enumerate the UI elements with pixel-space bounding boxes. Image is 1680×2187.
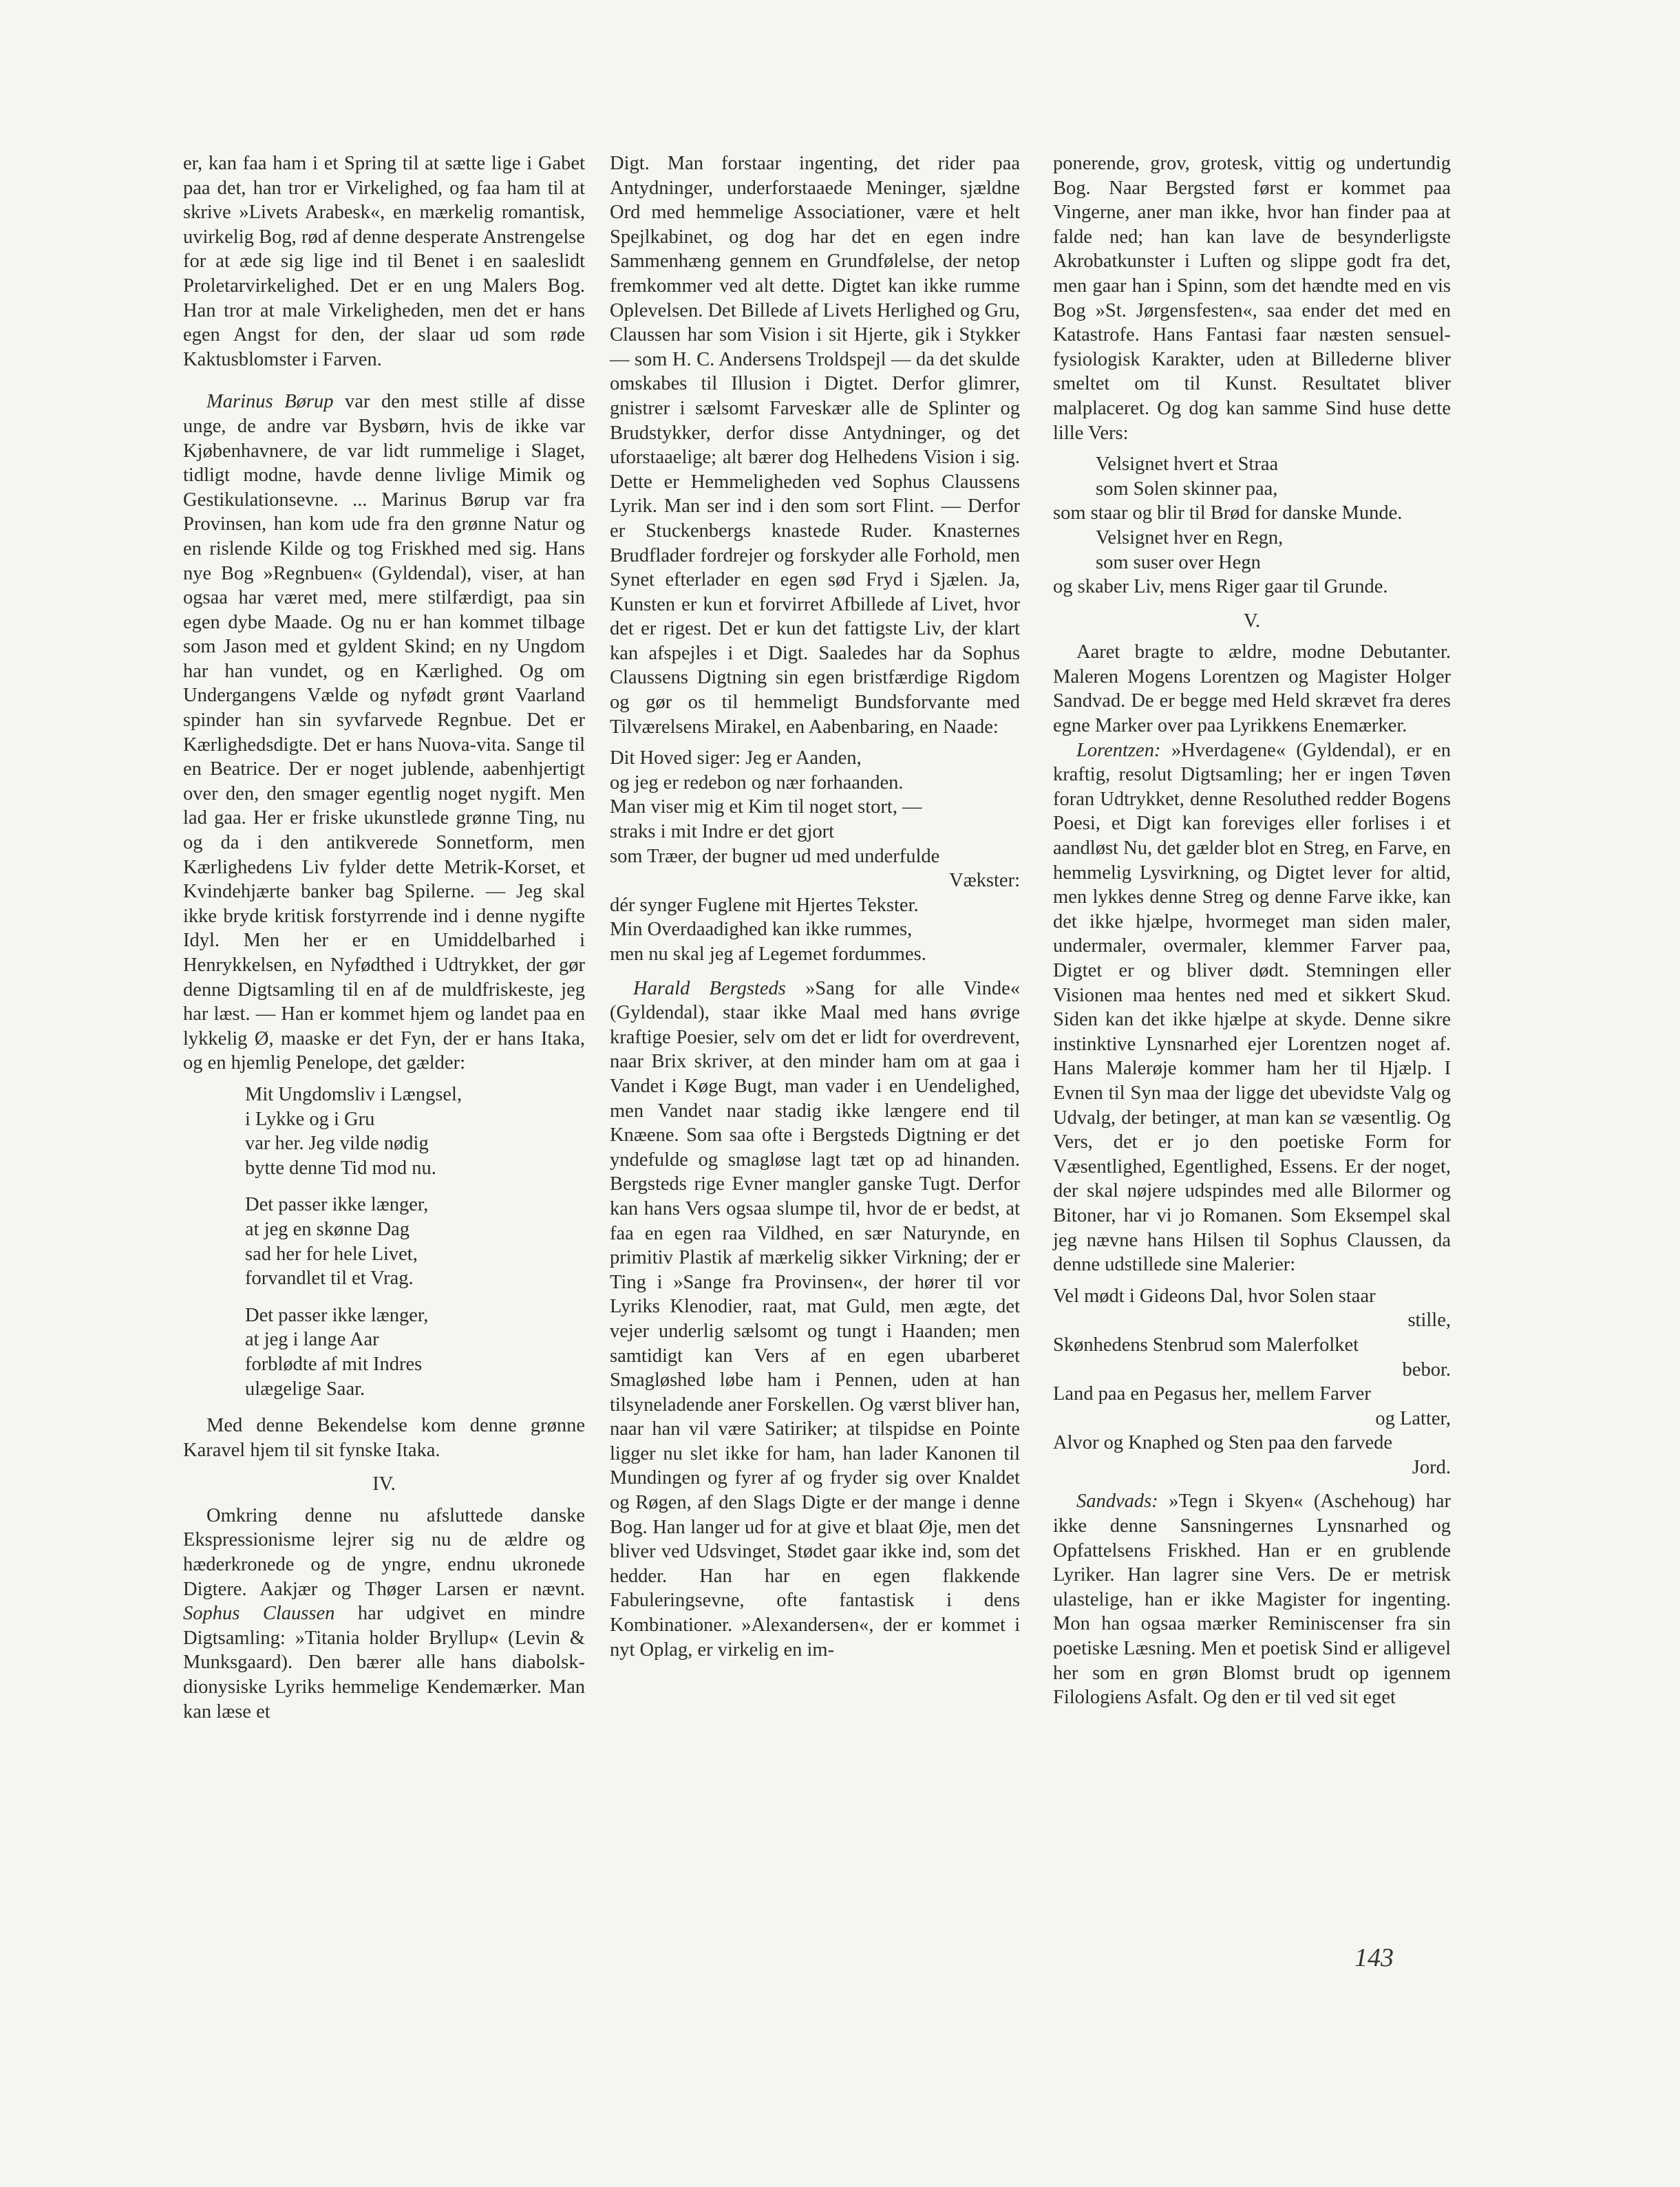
poem-line: Vel mødt i Gideons Dal, hvor Solen staar	[1053, 1285, 1376, 1307]
poem-block	[610, 746, 1020, 966]
poem-line: ulægelige Saar.	[245, 1378, 365, 1400]
poem-line: som suser over Hegn	[1096, 551, 1261, 573]
paragraph-claussen	[183, 1504, 585, 1724]
poem-line: Mit Ungdomsliv i Længsel,	[245, 1083, 462, 1105]
poem-line: bytte denne Tid mod nu.	[245, 1157, 436, 1179]
poem-line: Dit Hoved siger: Jeg er Aanden,	[610, 747, 862, 769]
poem-line: Velsignet hver en Regn,	[1096, 526, 1284, 548]
poem-line: Min Overdaadighed kan ikke rummes,	[610, 919, 913, 941]
poem-line: forvandlet til et Vrag.	[245, 1268, 414, 1290]
poem-line: Det passer ikke længer,	[245, 1304, 429, 1326]
poem-line: Det passer ikke længer,	[245, 1194, 429, 1216]
stanza	[245, 1082, 585, 1180]
paragraph-text: har udgivet en mindre Digtsamling: »Titania holder Bryllup« (Levin & Munksgaard). Den bærer alle hans diabolsk-dionysiske Lyriks hemmelige Kendemærker. Man kan læse et	[183, 1603, 585, 1722]
poem-line: straks i mit Indre er det gjort	[610, 821, 835, 843]
poem-block	[183, 1082, 585, 1401]
text-column-middle	[610, 151, 1020, 1662]
section-heading-iv: IV.	[372, 1473, 396, 1495]
poem-line: sad her for hele Livet,	[245, 1243, 418, 1265]
poem-line: dér synger Fuglene mit Hjertes Tekster.	[610, 894, 919, 916]
paragraph-sandvad	[1053, 1489, 1451, 1709]
poem-block	[1053, 1284, 1451, 1480]
paragraph-text: »Sang for alle Vinde« (Gyldendal), staar ikke Maal med hans øvrige kraftige Poesier, selv om det er lidt for overdrevent, naar Brix skriver, at den minder ham om at gaa i Vandet i Køge Bugt, man vader i en Uendelighed, men Vandet naar stadig ikke længere end til Knæene. Som saa ofte i Bergsteds Digtning er det yndefulde og smagløse lagt tæt op ad hinanden. Bergsteds rige Evner mangler ganske Tugt. Derfor kan hans Vers ogsaa slumpe til, hvor de er bedst, at faa en egen raa Vildhed, en sær Naturynde, en primitiv Plastik af mærkelig sikker Virkning; der er Ting i »Sange fra Provinsen«, der hører til vor Lyriks Klenodier, raat, mat Guld, men ægte, det vejer underlig sælsomt og tungt i Haanden; men samtidigt kan Vers af en egen ubarberet Smagløshed løbe ham i Pennen, uden at han tilsyneladende aner Forskellen. Og værst bliver han, naar han vil være Satiriker; at tilspidse en Pointe ligger nu slet ikke for ham, han lader Kanonen til Mundingen og fyrer af og fryder sig over Knaldet og Røgen, af den Slags Digte er der mange i denne Bog. Han langer ud for at give et blaat Øje, men det bliver ved Udsvinget, Stødet gaar ikke ind, som det hedder. Han har en egen flakkende Fabuleringsevne, ofte fantastisk i dens Kombinationer. »Alexandersen«, der er kommet i nyt Oplag, er virkelig en im-	[610, 977, 1020, 1661]
poem-line: som Solen skinner paa,	[1096, 478, 1278, 500]
author-name: Marinus Børup	[206, 391, 334, 413]
poem-line-continuation: Vækster:	[949, 870, 1020, 892]
text-column-left	[183, 151, 585, 1724]
poem-line-continuation: Jord.	[1412, 1456, 1451, 1478]
poem-line: og jeg er redebon og nær forhaanden.	[610, 771, 904, 793]
paragraph-text: væsentlig. Og Vers, det er jo den poetiske Form for Væsentlighed, Egentlighed, Essens. Er der noget, der skal nøjere udspindes med alle Bilormer og Bitoner, har vi jo Romanen. Som Eksempel skal jeg nævne hans Hilsen til Sophus Claussen, da denne udstillede sine Malerier:	[1053, 1107, 1452, 1276]
poem-line: og skaber Liv, mens Riger gaar til Grunde.	[1053, 576, 1388, 598]
paragraph-borup	[183, 390, 585, 1076]
section-heading-v: V.	[1243, 610, 1261, 632]
poem-line-continuation: stille,	[1407, 1310, 1451, 1332]
poem-line: Velsignet hvert et Straa	[1096, 454, 1279, 476]
paragraph: ponerende, grov, grotesk, vittig og undertundig Bog. Naar Bergsted først er kommet paa Vingerne, aner man ikke, hvor han finder paa at falde ned; han kan lave de besynderligste Akrobatkunster i Luften og slippe godt fra det, men gaar han i Spinn, som det hændte med en vis Bog »St. Jørgensfesten«, saa ender det med en Katastrofe. Hans Fantasi faar næsten sensuel-fysiologisk Karakter, uden at Billederne bliver smeltet om til Kunst. Resultatet bliver malplaceret. Og dog kan samme Sind huse dette lille Vers:	[1053, 153, 1451, 444]
poem-line: men nu skal jeg af Legemet fordummes.	[610, 943, 926, 965]
paragraph-lorentzen	[1053, 738, 1451, 1277]
poem-line: som Træer, der bugner ud med underfulde	[610, 845, 940, 867]
poem-line: var her. Jeg vilde nødig	[245, 1133, 429, 1155]
paragraph-text: Omkring denne nu afsluttede danske Ekspressionisme lejrer sig nu de ældre og hæderkronede og de yngre, endnu ukronede Digtere. Aakjær og Thøger Larsen er nævnt.	[183, 1504, 585, 1600]
poem-line-continuation: og Latter,	[1375, 1407, 1451, 1429]
poem-line: at jeg en skønne Dag	[245, 1218, 410, 1240]
poem-line: Alvor og Knaphed og Sten paa den farvede	[1053, 1432, 1393, 1454]
poem-line: som staar og blir til Brød for danske Munde.	[1053, 502, 1403, 524]
poem-line: Man viser mig et Kim til noget stort, —	[610, 796, 922, 818]
author-name: Sophus Claussen	[183, 1603, 335, 1625]
poem-line: forblødte af mit Indres	[245, 1353, 423, 1375]
author-name: Harald Bergsteds	[633, 977, 786, 999]
paragraph-text: var den mest stille af disse unge, de andre var Bysbørn, hvis de ikke var Kjøbenhavnere, de var lidt rummelige i Slaget, tidligt modne, havde denne livlige Mimik og Gestikulationsevne. ... Marinus Børup var fra Provinsen, han kom ude fra den grønne Natur og en rislende Kilde og tog Friskhed med sig. Hans nye Bog »Regnbuen« (Gyldendal), viser, at han ogsaa har været med, mere stilfærdigt, paa sin egen dybe Maade. Og nu er han kommet tilbage som Jason med et gyldent Skind; en ny Ungdom har han vundet, og en Kærlighed. Og om Undergangens Vælde og nyfødt grønt Vaarland spinder han sin syvfarvede Regnbue. Det er Kærlighedsdigte. Det er hans Nuova-vita. Sange til en Beatrice. Der er noget jublende, aabenhjertigt over den, den smager egentlig noget nygift. Men lad gaa. Her er friske ukunstlede grønne Ting, nu og da i den antikverede Sonnetform, men Kærlighedens Liv fylder dette Metrik-Korset, et Kvindehjærte banker bag Spilerne. — Jeg skal ikke bryde kritisk forstyrrende ind i denne nygifte Idyl. Men her er en Umiddelbarhed i Henrykkelsen, en Nyfødthed i Udtrykket, der gør denne Digtsamling til en af de muldfriskeste, jeg har læst. — Han er kommet hjem og landet paa en lykkelig Ø, maaske er det Fyn, der er hans Itaka, og en hjemlig Penelope, det gælder:	[183, 391, 586, 1074]
author-name: Sandvads:	[1076, 1491, 1158, 1513]
stanza	[245, 1193, 585, 1290]
poem-block	[1053, 452, 1451, 599]
page-number: 143	[1354, 1943, 1394, 1972]
stanza	[245, 1303, 585, 1401]
paragraph-text: »Tegn i Skyen« (Aschehoug) har ikke denne Sansningernes Lynsnarhed og Opfattelsens Friskhed. Han er en grublende Lyriker. Han lagrer sine Vers. De er metrisk ulastelige, han er ikke Magister for ingenting. Mon han ogsaa mærker Reminiscenser fra sin poetiske Læsning. Men et poetisk Sind er alligevel her som en grøn Blomst brudt op igennem Filologiens Asfalt. Og den er til ved sit eget	[1053, 1491, 1451, 1709]
paragraph-bergsted	[610, 977, 1020, 1663]
poem-line: i Lykke og i Gru	[245, 1108, 375, 1130]
text-column-right	[1053, 151, 1451, 1710]
paragraph: Digt. Man forstaar ingenting, det rider paa Antydninger, underforstaaede Meninger, sjældne Ord med hemmelige Associationer, være et helt Spejlkabinet, og dog har det en egen indre Sammenhæng gennem en Grundfølelse, der netop fremkommer ved alt dette. Digtet kan ikke rumme Oplevelsen. Det Billede af Livets Herlighed og Gru, Claussen har som Vision i sit Hjerte, gik i Stykker — som H. C. Andersens Troldspejl — da det skulde omskabes til Illusion i Digtet. Derfor glimrer, gnistrer i sælsomt Farveskær alle de Splinter og Brudstykker, derfor disse Antydninger, og det uforstaaelige; alt bærer dog Helhedens Vision i sig. Dette er Hemmeligheden ved Sophus Claussens Lyrik. Man ser ind i den som sort Flint. — Derfor er Stuckenbergs knastede Ruder. Knasternes Brudflader fordrejer og forskyder alle Forhold, men Synet efterlader en egen sød Fryd i Sjælen. Ja, Kunsten er kun et forvirret Afbillede af Livet, hvor det er rigest. Det er kun det fattigste Liv, der klart kan afspejles i et Digt. Saaledes har da Sophus Claussens Digtning sin egen bristfærdige Rigdom og gør os til hemmeligt Bundsforvante med Tilværelsens Mirakel, en Aabenbaring, en Naade:	[610, 153, 1020, 738]
paragraph-text: »Hverdagene« (Gyldendal), er en kraftig, resolut Digtsamling; her er ingen Tøven foran Udtrykket, denne Resoluthed redder Bogens Poesi, et Digt kan foreviges eller forlises i et aandløst Nu, det gælder blot en Streg, en Farve, en hemmelig Lysvirkning, og Digtet lever for altid, men lykkes denne Streg og denne Farve ikke, kan det ikke hjælpe, hvormeget man siden maler, undermaler, overmaler, klemmer Farver paa, Digtet er og bliver dødt. Stemningen eller Visionen maa hentes ned med et sikkert Skud. Siden kan det ikke hjælpe at skyde. Denne sikre instinktive Lynsnarhed ejer Lorentzen noget af. Hans Malerøje kommer ham her til Hjælp. I Evnen til Syn maa der ligge det ubevidste Valg og Udvalg, der betinger, at man kan	[1053, 739, 1451, 1129]
emphasis: se	[1319, 1107, 1336, 1129]
poem-line-continuation: bebor.	[1402, 1358, 1451, 1380]
poem-line: Skønhedens Stenbrud som Malerfolket	[1053, 1334, 1359, 1356]
author-name: Lorentzen:	[1076, 739, 1161, 761]
paragraph: er, kan faa ham i et Spring til at sætte lige i Gabet paa det, han tror er Virkelighed, og faa ham til at skrive »Livets Arabesk«, en mærkelig romantisk, uvirkelig Bog, rød af denne desperate Anstrengelse for at æde sig lige ind til Benet i en saaleslidt Proletarvirkelighed. Det er en ung Malers Bog. Han tror at male Virkeligheden, men det er hans egen Angst for den, der slaar ud som røde Kaktusblomster i Farven.	[183, 153, 585, 370]
poem-line: Land paa en Pegasus her, mellem Farver	[1053, 1383, 1371, 1405]
paragraph: Med denne Bekendelse kom denne grønne Karavel hjem til sit fynske Itaka.	[183, 1415, 585, 1461]
paragraph: Aaret bragte to ældre, modne Debutanter. Maleren Mogens Lorentzen og Magister Holger Sandvad. De er begge med Held skrævet fra deres egne Marker over paa Lyrikkens Enemærker.	[1053, 641, 1451, 737]
poem-line: at jeg i lange Aar	[245, 1329, 379, 1351]
